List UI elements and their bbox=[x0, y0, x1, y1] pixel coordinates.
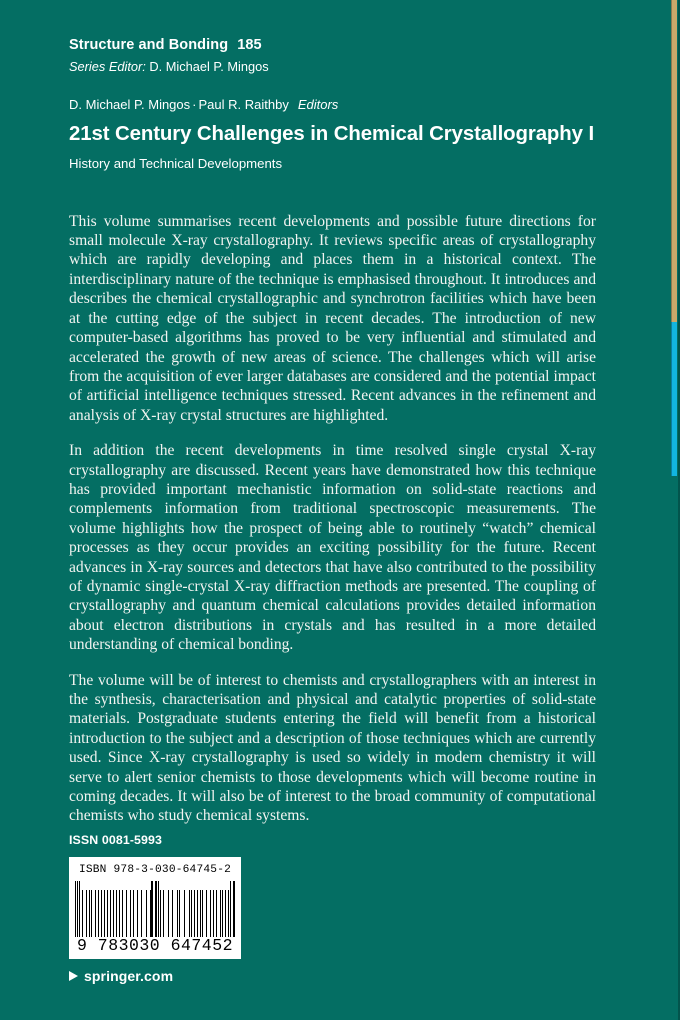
editors-line bbox=[69, 96, 596, 114]
issn-text: ISSN 0081-5993 bbox=[69, 833, 163, 847]
blurb-paragraph: This volume summarises recent developments and possible future directions for small molecule X-ray crystallography. It reviews specific areas of crystallography which are rapidly developing and places them in a historical context. The interdisciplinary nature of the technique is emphasised throughout. It introduces and describes the chemical crystallographic and synchrotron facilities which have been at the cutting edge of the subject in recent decades. The introduction of new computer-based algorithms has proved to be very influential and stimulated and accelerated the growth of new areas of science. The challenges which will arise from the acquisition of ever larger databases are considered and the potential impact of artificial intelligence techniques stressed. Recent advances in the refinement and analysis of X-ray crystal structures are highlighted. bbox=[69, 212, 596, 424]
cover-footer bbox=[69, 833, 369, 984]
blurb-text bbox=[69, 212, 596, 826]
blurb-paragraph: In addition the recent developments in time resolved single crystal X-ray crystallography are discussed. Recent years have demonstrated how this technique has provided important mechanistic information on solid-state reactions and complements information from traditional spectroscopic measurements. The volume highlights how the prospect of being able to routinely “watch” chemical processes as they occur provides an exciting possibility for the future. Recent advances in X-ray sources and detectors that have also contributed to the possibility of dynamic single-crystal X-ray diffraction methods are presented. The coupling of crystallography and quantum chemical calculations provides detailed information about electron distributions in crystals and has resulted in a more detailed understanding of chemical bonding. bbox=[69, 442, 596, 654]
blurb-paragraph: The volume will be of interest to chemists and crystallographers with an interest in the synthesis, characterisation and physical and catalytic properties of solid-state materials. Postgraduate students entering the field will benefit from a historical introduction to the subject and a description of those techniques which are currently used. Since X-ray crystallography is used so widely in modern chemistry it will serve to alert senior chemists to those developments which will become routine in coming decades. It will also be of interest to the broad community of computational chemists who study chemical systems. bbox=[69, 671, 596, 825]
barcode-bars bbox=[75, 881, 235, 937]
play-triangle-icon bbox=[69, 971, 78, 981]
barcode-digits: 9 783030 647452 bbox=[76, 936, 234, 955]
series-block bbox=[69, 0, 596, 75]
editor-name-two: Paul R. Raithby bbox=[198, 97, 289, 113]
series-editor-name: D. Michael P. Mingos bbox=[149, 58, 269, 74]
series-editor-label: Series Editor: bbox=[69, 58, 146, 74]
series-name: Structure and Bonding bbox=[69, 37, 229, 53]
spine-strip bbox=[670, 0, 680, 1020]
barcode-block bbox=[69, 857, 241, 959]
page-subtitle: History and Technical Developments bbox=[69, 155, 283, 171]
editor-name-one: D. Michael P. Mingos bbox=[69, 97, 191, 113]
spine-accent-gold bbox=[672, 0, 677, 322]
editors-role-label: Editors bbox=[297, 97, 339, 113]
series-number: 185 bbox=[237, 37, 262, 53]
page-title: 21st Century Challenges in Chemical Crystallography I bbox=[69, 123, 595, 146]
cover-content bbox=[69, 0, 596, 826]
springer-url-label: springer.com bbox=[84, 968, 174, 984]
series-editor-line bbox=[69, 58, 596, 76]
spine-accent-cyan bbox=[672, 322, 677, 476]
series-title-line bbox=[69, 36, 596, 56]
isbn-text: ISBN 978-3-030-64745-2 bbox=[78, 864, 232, 876]
editor-separator: · bbox=[192, 97, 197, 113]
springer-link[interactable] bbox=[69, 968, 369, 984]
